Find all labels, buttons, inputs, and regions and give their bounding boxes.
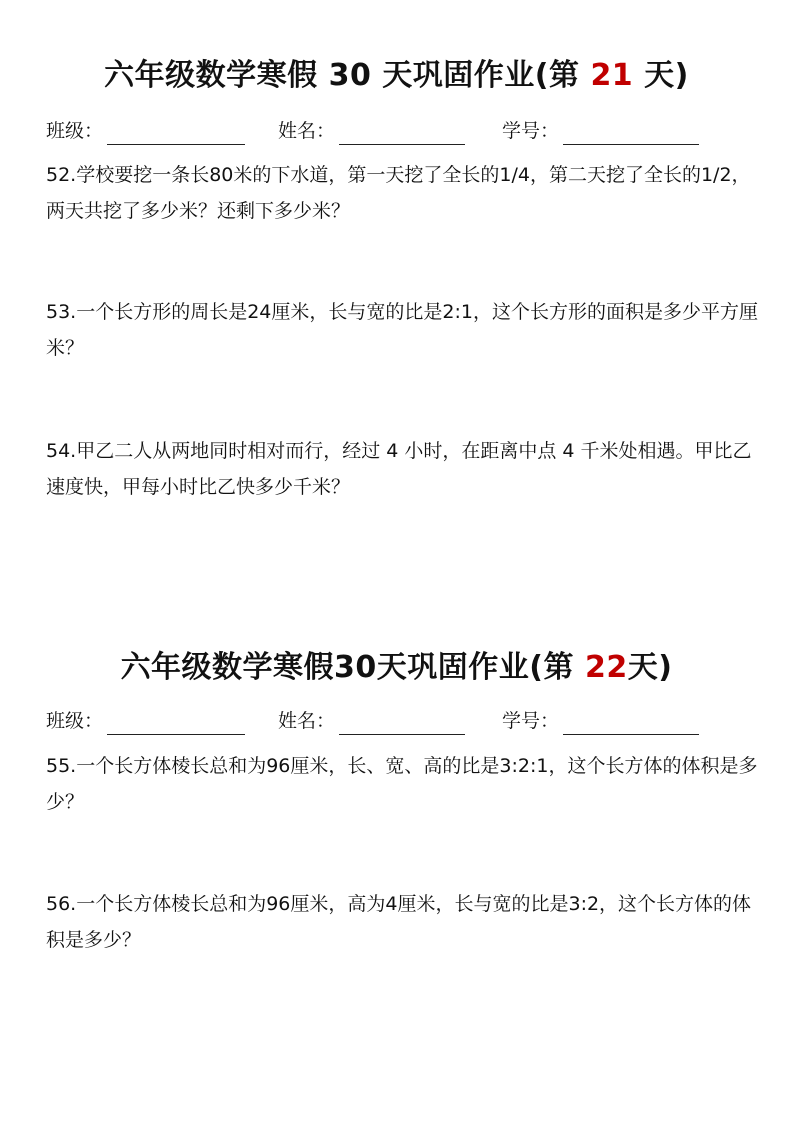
name-field[interactable] (278, 117, 465, 145)
title-suffix: 天) (627, 650, 673, 685)
id-label: 学号： (502, 710, 560, 732)
title-suffix: 天) (633, 58, 689, 93)
student-info-row (46, 117, 746, 145)
name-label: 姓名： (278, 120, 336, 142)
id-blank[interactable] (563, 124, 699, 145)
name-label: 姓名： (278, 710, 336, 732)
class-field[interactable] (46, 707, 245, 735)
question-55: 55.一个长方体棱长总和为96厘米，长、宽、高的比是3:2:1，这个长方体的体积是多少？ (46, 755, 758, 813)
title-prefix: 六年级数学寒假 30 天巩固作业(第 (104, 58, 591, 93)
class-field[interactable] (46, 117, 245, 145)
day-number: 22 (584, 650, 628, 685)
id-field[interactable] (502, 117, 699, 145)
worksheet-title-day-22 (0, 648, 793, 688)
name-blank[interactable] (339, 714, 465, 735)
id-label: 学号： (502, 120, 560, 142)
class-label: 班级： (46, 120, 104, 142)
name-blank[interactable] (339, 124, 465, 145)
question-56: 56.一个长方体棱长总和为96厘米，高为4厘米，长与宽的比是3:2，这个长方体的体积是多少？ (46, 893, 752, 951)
id-blank[interactable] (563, 714, 699, 735)
day-number: 21 (590, 58, 634, 93)
class-blank[interactable] (107, 714, 245, 735)
id-field[interactable] (502, 707, 699, 735)
class-blank[interactable] (107, 124, 245, 145)
class-label: 班级： (46, 710, 104, 732)
question-52: 52.学校要挖一条长80米的下水道，第一天挖了全长的1/4，第二天挖了全长的1/2，两天共挖了多少米？还剩下多少米？ (46, 164, 751, 222)
name-field[interactable] (278, 707, 465, 735)
title-prefix: 六年级数学寒假30天巩固作业(第 (120, 650, 585, 685)
student-info-row (46, 707, 746, 735)
question-54: 54.甲乙二人从两地同时相对而行，经过 4 小时，在距离中点 4 千米处相遇。甲比乙速度快，甲每小时比乙快多少千米？ (46, 440, 752, 498)
question-53: 53.一个长方形的周长是24厘米，长与宽的比是2:1，这个长方形的面积是多少平方厘米？ (46, 301, 758, 359)
worksheet-title-day-21 (0, 56, 793, 96)
